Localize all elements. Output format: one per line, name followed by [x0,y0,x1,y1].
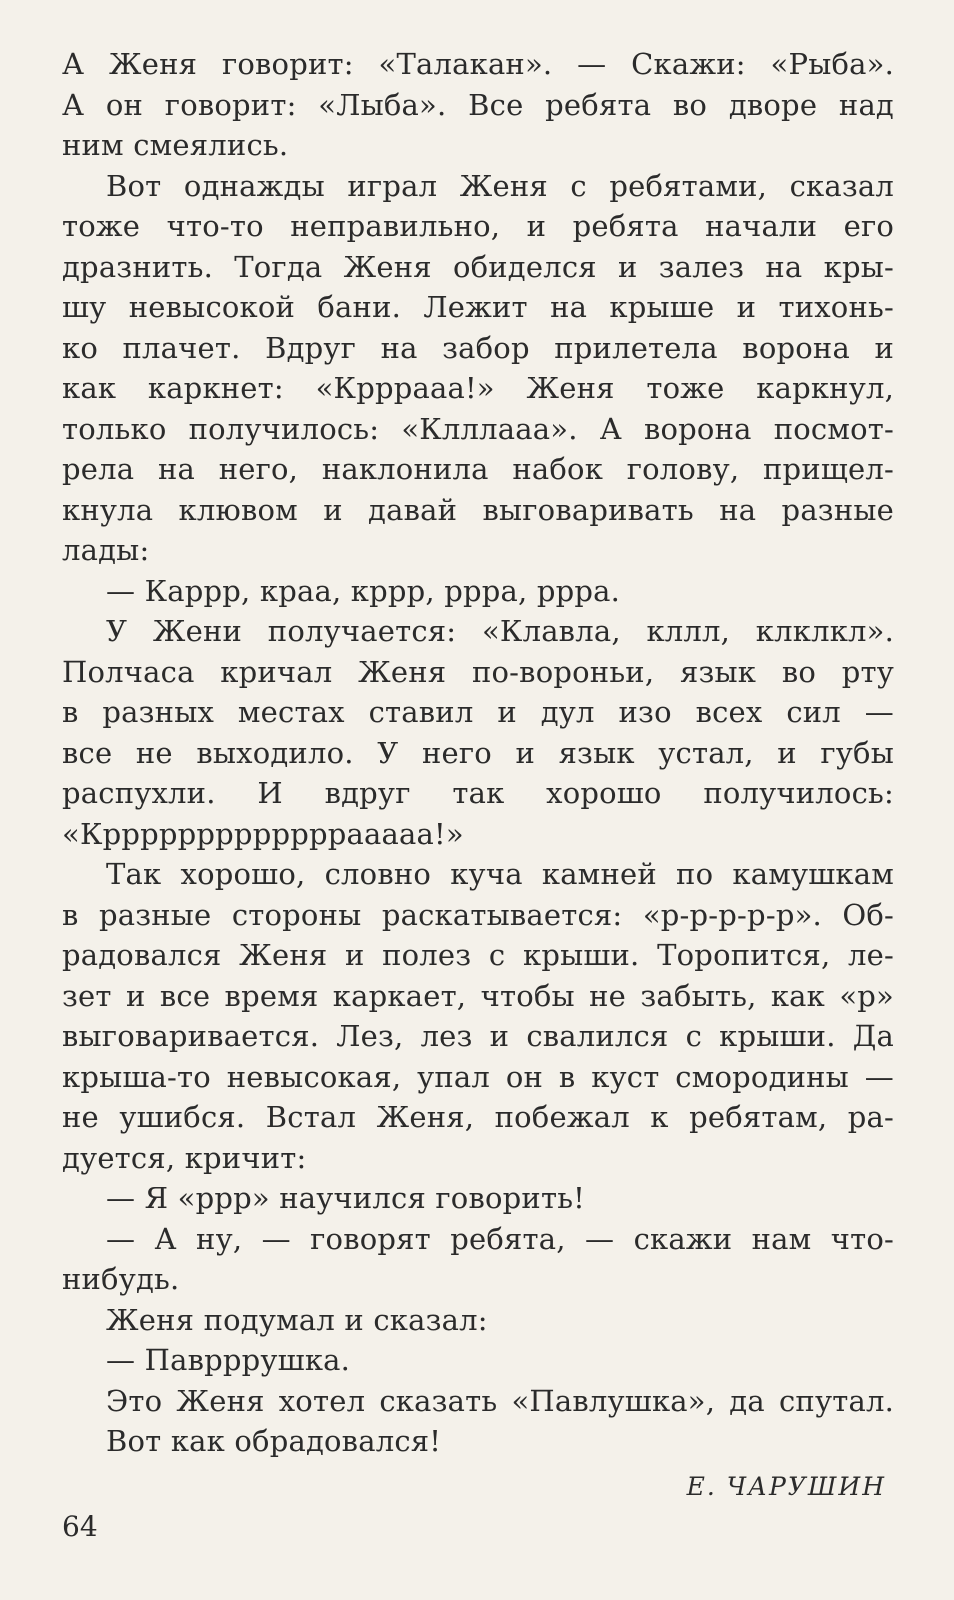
text-line: — Паврррушка. [106,1343,351,1377]
text-line: Полчаса кричал Женя по-вороньи, язык во рту [62,654,894,689]
text-line: дуется, кричит: [62,1140,307,1175]
text-line: радовался Женя и полез с крыши. Торопится, ле- [62,938,894,972]
page-number: 64 [62,1510,98,1543]
text-line: — Каррр, краа, кррр, ррра, ррра. [106,573,621,608]
text-line: лады: [62,533,150,567]
text-line: в разных местах ставил и дул изо всех сил — [62,695,894,729]
text-line: нибудь. [62,1262,180,1296]
text-line: в разные стороны раскатывается: «р-р-р-р-р». Об- [62,897,894,932]
text-line: крыша-то невысокая, упал он в куст смородины — [62,1059,894,1094]
text-line: А он говорит: «Лыба». Все ребята во дворе над [62,87,894,122]
text-line: Женя подумал и сказал: [106,1302,488,1337]
text-line: А Женя говорит: «Талакан». — Скажи: «Рыба». [62,47,894,81]
text-line: не ушибся. Встал Женя, побежал к ребятам, ра- [62,1100,894,1134]
text-line: Вот однажды играл Женя с ребятами, сказал [106,168,894,203]
text-line: как каркнет: «Крррааа!» Женя тоже каркнул, [62,371,894,405]
text-line: все не выходило. У него и язык устал, и губы [62,735,894,770]
text-line: — Я «ррр» научился говорить! [106,1181,586,1215]
text-line: тоже что-то неправильно, и ребята начали его [62,209,894,243]
text-line: Вот как обрадовался! [106,1424,442,1458]
author-signature: Е. ЧАРУШИН [686,1471,886,1501]
text-line: ко плачет. Вдруг на забор прилетела ворона и [62,330,894,365]
text-line: зет и все время каркает, чтобы не забыть, как «р» [62,978,894,1013]
text-line: рела на него, наклонила набок голову, прищел- [62,452,894,486]
text-line: — А ну, — говорят ребята, — скажи нам что- [106,1221,894,1256]
text-line: дразнить. Тогда Женя обиделся и залез на кры- [62,249,894,284]
text-line: распухли. И вдруг так хорошо получилось: [62,776,894,810]
text-line: У Жени получается: «Клавла, кллл, клклкл». [106,614,894,648]
text-line: Это Женя хотел сказать «Павлушка», да спутал. [106,1383,894,1418]
text-line: шу невысокой бани. Лежит на крыше и тихонь- [62,290,894,324]
text-line: выговаривается. Лез, лез и свалился с крыши. Да [62,1019,894,1053]
text-line: только получилось: «Клллааа». А ворона посмот- [62,411,894,446]
text-line: ним смеялись. [62,128,289,162]
text-line: Так хорошо, словно куча камней по камушкам [106,857,894,891]
text-line: «Крррррррррррррааааа!» [62,816,464,851]
story-text [62,44,894,1462]
text-line: кнула клювом и давай выговаривать на разные [62,492,894,527]
